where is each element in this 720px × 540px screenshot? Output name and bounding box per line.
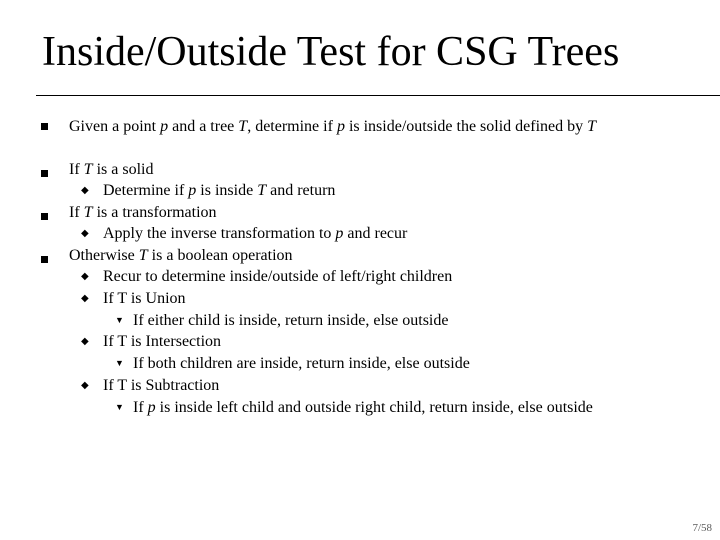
diamond-bullet-icon: ◆ xyxy=(81,293,89,304)
triangle-bullet-icon: ▼ xyxy=(115,402,124,412)
diamond-bullet-icon: ◆ xyxy=(81,271,89,282)
bullet-union: If T is Union xyxy=(103,290,186,307)
square-bullet-icon xyxy=(41,170,48,177)
square-bullet-icon xyxy=(41,256,48,263)
diamond-bullet-icon: ◆ xyxy=(81,185,89,196)
bullet-given-point: Given a point p and a tree T, determine if p is inside/outside the solid defined by T xyxy=(69,118,597,135)
bullet-recur: Recur to determine inside/outside of left/right children xyxy=(103,268,453,285)
bullet-if-transformation: If T is a transformation xyxy=(69,204,217,221)
bullet-boolean-operation: Otherwise T is a boolean operation xyxy=(69,247,293,264)
bullet-if-solid: If T is a solid xyxy=(69,161,154,178)
triangle-bullet-icon: ▼ xyxy=(115,358,124,368)
bullet-subtraction: If T is Subtraction xyxy=(103,377,220,394)
bullet-intersection-rule: If both children are inside, return inside, else outside xyxy=(133,355,470,372)
diamond-bullet-icon: ◆ xyxy=(81,336,89,347)
bullet-subtraction-rule: If p is inside left child and outside right child, return inside, else outside xyxy=(133,399,593,416)
slide-title: Inside/Outside Test for CSG Trees xyxy=(42,29,620,75)
bullet-intersection: If T is Intersection xyxy=(103,333,222,350)
diamond-bullet-icon: ◆ xyxy=(81,380,89,391)
triangle-bullet-icon: ▼ xyxy=(115,315,124,325)
title-divider xyxy=(36,95,720,96)
bullet-apply-inverse: Apply the inverse transformation to p and recur xyxy=(103,225,408,242)
page-number: 7/58 xyxy=(692,522,712,534)
bullet-union-rule: If either child is inside, return inside, else outside xyxy=(133,312,449,329)
square-bullet-icon xyxy=(41,123,48,130)
diamond-bullet-icon: ◆ xyxy=(81,228,89,239)
square-bullet-icon xyxy=(41,213,48,220)
bullet-determine-inside: Determine if p is inside T and return xyxy=(103,182,336,199)
